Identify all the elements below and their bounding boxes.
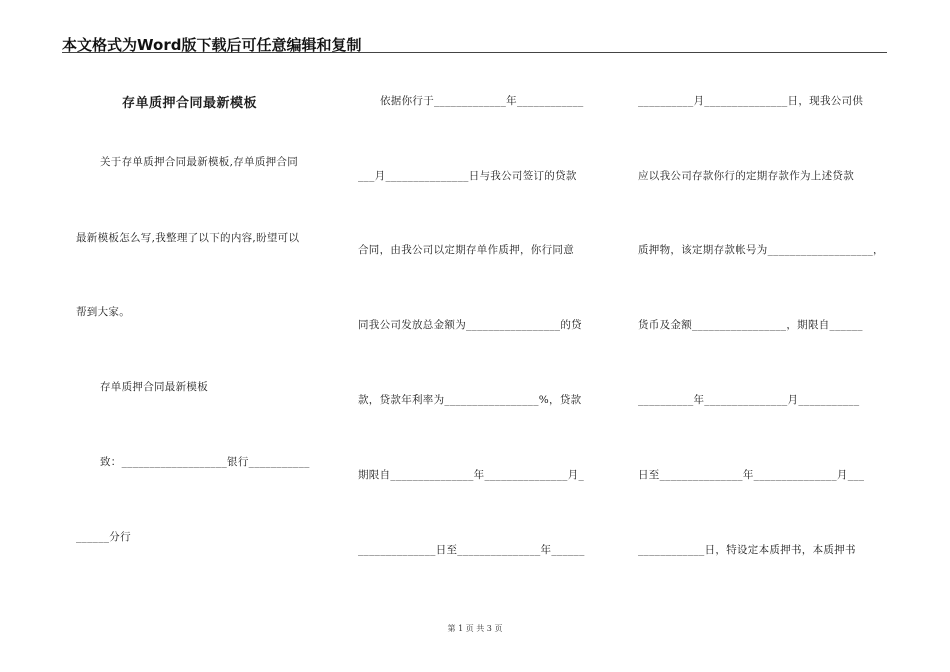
- middle-line-6: 期限自_______________年_______________月_: [358, 469, 585, 481]
- middle-line-3: 合同，由我公司以定期存单作质押，你行同意: [358, 244, 574, 256]
- page-number-footer: 第 1 页 共 3 页: [447, 624, 503, 633]
- right-line-1: __________月_______________日，现我公司供: [638, 95, 864, 107]
- middle-line-5: 款，贷款年利率为_________________%，贷款: [358, 394, 582, 406]
- middle-line-7: ______________日至_______________年______: [358, 544, 585, 556]
- right-line-2: 应以我公司存款你行的定期存款作为上述贷款: [638, 170, 854, 182]
- header-divider: [62, 52, 887, 53]
- middle-line-2: ___月_______________日与我公司签订的贷款: [358, 170, 577, 182]
- left-line-6: ______分行: [76, 531, 131, 543]
- document-title: 存单质押合同最新模板: [122, 96, 258, 111]
- middle-line-1: 依据你行于_____________年____________: [380, 95, 584, 107]
- middle-line-4: 同我公司发放总金额为_________________的贷: [358, 319, 582, 331]
- right-line-4: 货币及金额_________________，期限自______: [638, 319, 863, 331]
- right-line-3: 质押物，该定期存款帐号为___________________，: [638, 244, 884, 256]
- left-line-5: 致：___________________银行___________: [100, 456, 310, 468]
- left-line-4: 存单质押合同最新模板: [100, 381, 208, 393]
- left-line-3: 帮到大家。: [76, 306, 130, 318]
- right-line-6: 日至_______________年_______________月___: [638, 469, 865, 481]
- right-line-7: ____________日，特设定本质押书，本质押书: [638, 544, 856, 556]
- left-line-1: 关于存单质押合同最新模板,存单质押合同: [100, 156, 299, 168]
- page-header-title: 本文格式为Word版下载后可任意编辑和复制: [62, 36, 362, 54]
- right-line-5: __________年_______________月___________: [638, 394, 860, 406]
- left-line-2: 最新模板怎么写,我整理了以下的内容,盼望可以: [76, 232, 300, 244]
